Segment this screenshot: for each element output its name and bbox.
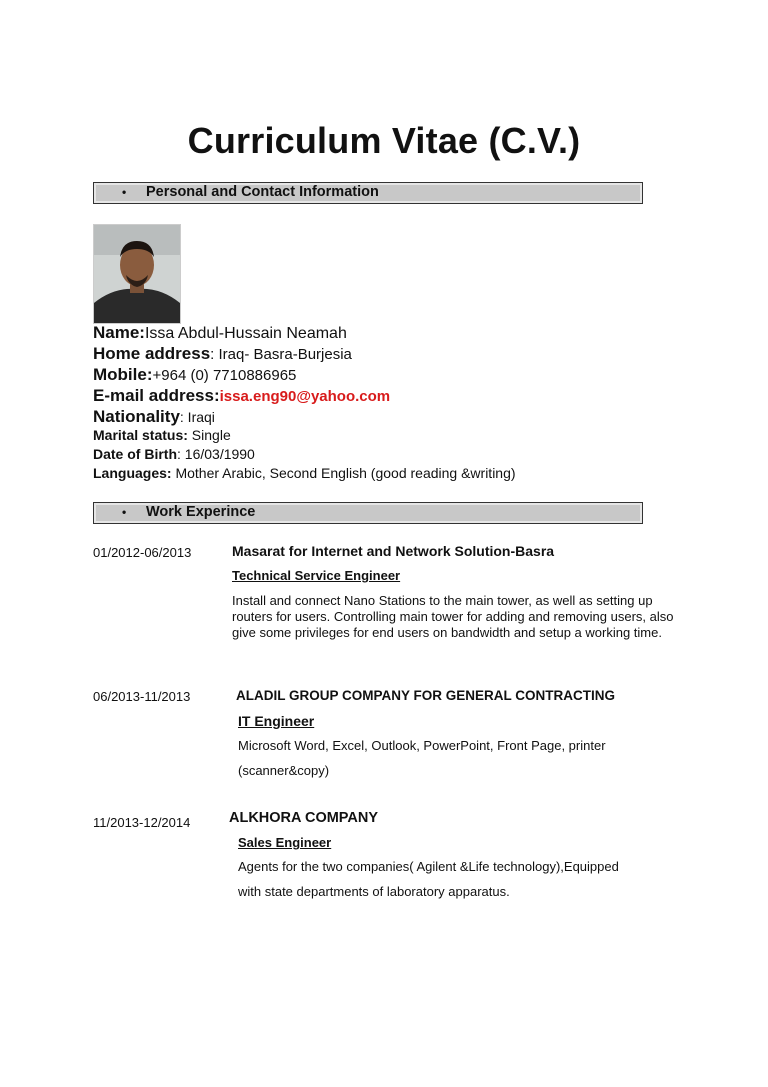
section-title: Personal and Contact Information (146, 184, 379, 200)
section-header-personal (93, 182, 643, 204)
section-title: Work Experince (146, 504, 256, 520)
job-company: ALADIL GROUP COMPANY FOR GENERAL CONTRACTING (236, 688, 616, 703)
job-role: Sales Engineer (238, 835, 332, 850)
nationality-label: Nationality (93, 407, 180, 426)
job-role: IT Engineer (238, 713, 315, 729)
job-dates: 01/2012-06/2013 (93, 545, 192, 560)
name-value: Issa Abdul-Hussain Neamah (144, 325, 347, 342)
name-label: Name: (93, 323, 145, 342)
dob-value: : 16/03/1990 (177, 446, 255, 462)
address-line (93, 344, 352, 364)
section-header-work (93, 502, 643, 524)
job-description: Install and connect Nano Stations to the main tower, as well as setting up routers for users. Controlling main tower for adding and removing users, also give some privileges for end users on bandwidth and setup a working time. (232, 593, 674, 640)
job-role: Technical Service Engineer (232, 568, 401, 583)
job-company: ALKHORA COMPANY (229, 810, 379, 826)
email-line (93, 386, 390, 406)
address-label: Home address (93, 344, 211, 363)
profile-photo (93, 224, 181, 324)
languages-value: Mother Arabic, Second English (good reading &writing) (171, 465, 516, 481)
page-title: Curriculum Vitae (C.V.) (187, 120, 581, 161)
dob-line (93, 446, 255, 464)
languages-label: Languages: (93, 465, 172, 481)
job-description-line: with state departments of laboratory apparatus. (238, 884, 510, 899)
email-label: E-mail address: (93, 386, 220, 405)
job-dates: 11/2013-12/2014 (93, 815, 191, 830)
email-link[interactable]: issa.eng90@yahoo.com (219, 388, 391, 405)
bullet-icon: • (122, 185, 127, 199)
nationality-value: : Iraqi (179, 409, 215, 425)
mobile-value: +964 (0) 7710886965 (152, 367, 297, 384)
marital-line (93, 427, 231, 445)
languages-line (93, 465, 516, 483)
job-description-line: (scanner&copy) (238, 763, 330, 778)
mobile-label: Mobile: (93, 365, 153, 384)
address-value: : Iraq- Basra-Burjesia (210, 346, 352, 363)
person-photo-icon (94, 225, 180, 323)
job-company: Masarat for Internet and Network Solution-Basra (232, 543, 555, 559)
job-description-line: Agents for the two companies( Agilent &Life technology),Equipped (238, 859, 619, 874)
marital-value: Single (187, 427, 231, 443)
nationality-line (93, 407, 215, 427)
job-description-line: Microsoft Word, Excel, Outlook, PowerPoint, Front Page, printer (238, 738, 606, 753)
marital-label: Marital status: (93, 427, 188, 443)
mobile-line (93, 365, 296, 385)
bullet-icon: • (122, 505, 127, 519)
name-line (93, 323, 347, 343)
dob-label: Date of Birth (93, 446, 177, 462)
job-dates: 06/2013-11/2013 (93, 689, 191, 704)
